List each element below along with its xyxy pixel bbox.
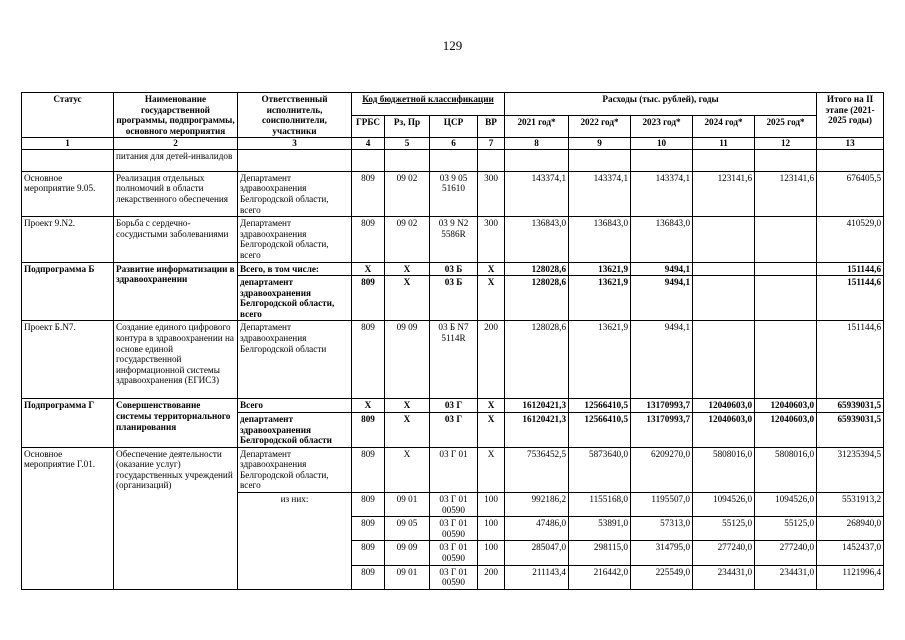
cell-total: 65939031,5 bbox=[817, 412, 884, 447]
cell-total: 151144,6 bbox=[817, 321, 884, 399]
cell-responsible: Всего, в том числе: bbox=[238, 262, 352, 276]
header-2024: 2024 год* bbox=[693, 115, 755, 138]
cell-rz-pr: Х bbox=[385, 276, 430, 321]
table-row bbox=[22, 149, 884, 171]
cell-total: 65939031,5 bbox=[817, 399, 884, 413]
cell-2024: 12040603,0 bbox=[693, 412, 755, 447]
cell-2025 bbox=[755, 262, 817, 276]
table-row bbox=[22, 262, 884, 276]
cell-status: Основное мероприятие Г.01. bbox=[22, 447, 114, 589]
table-row bbox=[22, 217, 884, 262]
header-budget-code: Код бюджетной классификации bbox=[352, 93, 505, 116]
cell-csr: 03 9 05 51610 bbox=[430, 171, 478, 216]
cell-name: Развитие информатизации в здравоохранении bbox=[114, 262, 238, 321]
col-index: 11 bbox=[693, 138, 755, 150]
cell-2023: 9494,1 bbox=[631, 276, 693, 321]
cell-name: питания для детей-инвалидов bbox=[114, 149, 238, 171]
cell-2022: 53891,0 bbox=[569, 517, 631, 541]
cell-2021: 128028,6 bbox=[505, 262, 569, 276]
cell-rz-pr: 09 01 bbox=[385, 565, 430, 589]
cell-csr: 03 Б bbox=[430, 262, 478, 276]
header-2021: 2021 год* bbox=[505, 115, 569, 138]
cell-2022: 143374,1 bbox=[569, 171, 631, 216]
cell-2022: 13621,9 bbox=[569, 276, 631, 321]
cell-vr: 300 bbox=[478, 217, 505, 262]
cell-2025: 5808016,0 bbox=[755, 447, 817, 492]
cell-total: 1121996,4 bbox=[817, 565, 884, 589]
cell-csr: 03 Г 01 00590 bbox=[430, 541, 478, 565]
cell-2021: 136843,0 bbox=[505, 217, 569, 262]
cell-responsible bbox=[238, 149, 352, 171]
cell-rz-pr: Х bbox=[385, 412, 430, 447]
header-responsible: Ответственный исполнитель, соисполнители, участники bbox=[238, 93, 352, 138]
cell-2025: 277240,0 bbox=[755, 541, 817, 565]
cell-responsible: Департамент здравоохранения Белгородской области, всего bbox=[238, 217, 352, 262]
cell-vr: 100 bbox=[478, 541, 505, 565]
cell-grbs: 809 bbox=[352, 447, 385, 492]
cell-2025 bbox=[755, 217, 817, 262]
cell-2022: 5873640,0 bbox=[569, 447, 631, 492]
cell-total: 151144,6 bbox=[817, 262, 884, 276]
cell-2024: 277240,0 bbox=[693, 541, 755, 565]
cell-2021: 992186,2 bbox=[505, 493, 569, 517]
cell-grbs: Х bbox=[352, 262, 385, 276]
header-vr: ВР bbox=[478, 115, 505, 138]
header-csr: ЦСР bbox=[430, 115, 478, 138]
table-row bbox=[22, 171, 884, 216]
cell-rz-pr: 09 09 bbox=[385, 321, 430, 399]
cell-status bbox=[22, 149, 114, 171]
cell-responsible: Департамент здравоохранения Белгородской области, всего bbox=[238, 447, 352, 492]
cell-2023: 314795,0 bbox=[631, 541, 693, 565]
cell-total: 31235394,5 bbox=[817, 447, 884, 492]
cell-responsible: департамент здравоохранения Белгородской области bbox=[238, 412, 352, 447]
cell-vr: 200 bbox=[478, 321, 505, 399]
cell-2025: 12040603,0 bbox=[755, 399, 817, 413]
col-index: 13 bbox=[817, 138, 884, 150]
cell-responsible: департамент здравоохранения Белгородской области, всего bbox=[238, 276, 352, 321]
cell-status: Проект 9.N2. bbox=[22, 217, 114, 262]
table-row bbox=[22, 321, 884, 399]
cell-grbs: 809 bbox=[352, 171, 385, 216]
cell-grbs: 809 bbox=[352, 541, 385, 565]
page-number: 129 bbox=[442, 38, 463, 53]
cell-name: Обеспечение деятельности (оказание услуг) государственных учреждений (организаций) bbox=[114, 447, 238, 589]
cell-vr: 100 bbox=[478, 493, 505, 517]
cell-csr: 03 Б bbox=[430, 276, 478, 321]
cell-2023: 9494,1 bbox=[631, 262, 693, 276]
cell-csr: 03 Г bbox=[430, 412, 478, 447]
cell-rz-pr: 09 05 bbox=[385, 517, 430, 541]
cell-2022: 12566410,5 bbox=[569, 412, 631, 447]
cell-responsible: Департамент здравоохранения Белгородской области bbox=[238, 321, 352, 399]
col-index: 9 bbox=[569, 138, 631, 150]
cell-rz-pr: Х bbox=[385, 399, 430, 413]
cell-grbs: 809 bbox=[352, 565, 385, 589]
cell-2024 bbox=[693, 276, 755, 321]
cell-2024 bbox=[693, 262, 755, 276]
cell-2022: 298115,0 bbox=[569, 541, 631, 565]
cell-csr: 03 Г 01 00590 bbox=[430, 493, 478, 517]
cell-2021: 211143,4 bbox=[505, 565, 569, 589]
cell-2023: 6209270,0 bbox=[631, 447, 693, 492]
cell-2025: 12040603,0 bbox=[755, 412, 817, 447]
cell-2024 bbox=[693, 217, 755, 262]
cell-2025 bbox=[755, 321, 817, 399]
col-index: 5 bbox=[385, 138, 430, 150]
cell-total: 5531913,2 bbox=[817, 493, 884, 517]
col-index: 6 bbox=[430, 138, 478, 150]
cell-rz-pr: Х bbox=[385, 262, 430, 276]
cell-grbs: 809 bbox=[352, 276, 385, 321]
header-2025: 2025 год* bbox=[755, 115, 817, 138]
cell-status: Подпрограмма Б bbox=[22, 262, 114, 321]
cell-grbs: 809 bbox=[352, 217, 385, 262]
cell-total: 268940,0 bbox=[817, 517, 884, 541]
cell-status: Подпрограмма Г bbox=[22, 399, 114, 447]
cell-2023: 13170993,7 bbox=[631, 399, 693, 413]
cell-rz-pr: 09 01 bbox=[385, 493, 430, 517]
header-rz-pr: Рз, Пр bbox=[385, 115, 430, 138]
cell-status: Проект Б.N7. bbox=[22, 321, 114, 399]
cell-2025: 55125,0 bbox=[755, 517, 817, 541]
cell-csr: 03 Г 01 bbox=[430, 447, 478, 492]
header-total: Итого на II этапе (2021-2025 годы) bbox=[817, 93, 884, 138]
cell-responsible: из них: bbox=[238, 493, 352, 590]
cell-status: Основное мероприятие 9.05. bbox=[22, 171, 114, 216]
cell-2025: 123141,6 bbox=[755, 171, 817, 216]
cell-csr: 03 Б N7 5114R bbox=[430, 321, 478, 399]
cell-2021: 143374,1 bbox=[505, 171, 569, 216]
header-2023: 2023 год* bbox=[631, 115, 693, 138]
cell-2021: 285047,0 bbox=[505, 541, 569, 565]
cell-grbs: 809 bbox=[352, 493, 385, 517]
cell-vr: Х bbox=[478, 412, 505, 447]
cell-grbs: 809 bbox=[352, 517, 385, 541]
cell-2021: 128028,6 bbox=[505, 321, 569, 399]
col-index: 8 bbox=[505, 138, 569, 150]
cell-2024: 12040603,0 bbox=[693, 399, 755, 413]
cell-2022: 1155168,0 bbox=[569, 493, 631, 517]
cell-rz-pr: 09 02 bbox=[385, 171, 430, 216]
col-index: 3 bbox=[238, 138, 352, 150]
cell-csr: 03 Г bbox=[430, 399, 478, 413]
header-status: Статус bbox=[22, 93, 114, 138]
cell-rz-pr: 09 09 bbox=[385, 541, 430, 565]
cell-rz-pr: Х bbox=[385, 447, 430, 492]
cell-vr: 100 bbox=[478, 517, 505, 541]
cell-2023: 1195507,0 bbox=[631, 493, 693, 517]
col-index: 2 bbox=[114, 138, 238, 150]
cell-total: 410529,0 bbox=[817, 217, 884, 262]
cell-2021: 16120421,3 bbox=[505, 412, 569, 447]
cell-2024: 234431,0 bbox=[693, 565, 755, 589]
cell-2025: 1094526,0 bbox=[755, 493, 817, 517]
col-index: 4 bbox=[352, 138, 385, 150]
cell-name: Борьба с сердечно-сосудистыми заболеваниями bbox=[114, 217, 238, 262]
col-index: 10 bbox=[631, 138, 693, 150]
cell-2021: 7536452,5 bbox=[505, 447, 569, 492]
cell-2023: 136843,0 bbox=[631, 217, 693, 262]
header-2022: 2022 год* bbox=[569, 115, 631, 138]
cell-2025 bbox=[755, 276, 817, 321]
cell-vr: 300 bbox=[478, 171, 505, 216]
cell-grbs: Х bbox=[352, 399, 385, 413]
cell-2022: 13621,9 bbox=[569, 262, 631, 276]
cell-2025: 234431,0 bbox=[755, 565, 817, 589]
cell-2021: 47486,0 bbox=[505, 517, 569, 541]
cell-2024 bbox=[693, 321, 755, 399]
cell-2023: 143374,1 bbox=[631, 171, 693, 216]
col-index: 12 bbox=[755, 138, 817, 150]
header-expenses: Расходы (тыс. рублей), годы bbox=[505, 93, 817, 116]
cell-2024: 5808016,0 bbox=[693, 447, 755, 492]
cell-grbs: 809 bbox=[352, 412, 385, 447]
cell-responsible: Департамент здравоохранения Белгородской области, всего bbox=[238, 171, 352, 216]
cell-2021: 16120421,3 bbox=[505, 399, 569, 413]
column-index-row bbox=[22, 138, 884, 150]
cell-2022: 13621,9 bbox=[569, 321, 631, 399]
cell-grbs: 809 bbox=[352, 321, 385, 399]
cell-2024: 55125,0 bbox=[693, 517, 755, 541]
budget-table bbox=[21, 92, 884, 590]
cell-total: 676405,5 bbox=[817, 171, 884, 216]
cell-2022: 136843,0 bbox=[569, 217, 631, 262]
cell-vr: Х bbox=[478, 447, 505, 492]
header-grbs: ГРБС bbox=[352, 115, 385, 138]
cell-2023: 225549,0 bbox=[631, 565, 693, 589]
cell-2021: 128028,6 bbox=[505, 276, 569, 321]
cell-csr: 03 Г 01 00590 bbox=[430, 565, 478, 589]
cell-2024: 1094526,0 bbox=[693, 493, 755, 517]
cell-2024: 123141,6 bbox=[693, 171, 755, 216]
cell-name: Создание единого цифрового контура в здравоохранении на основе единой государственной информационной системы здравоохранения (ЕГИСЗ) bbox=[114, 321, 238, 399]
table-row bbox=[22, 399, 884, 413]
header-row-1 bbox=[22, 93, 884, 116]
cell-total: 151144,6 bbox=[817, 276, 884, 321]
header-name: Наименование государственной программы, подпрограммы, основного мероприятия bbox=[114, 93, 238, 138]
cell-2022: 216442,0 bbox=[569, 565, 631, 589]
cell-responsible: Всего bbox=[238, 399, 352, 413]
cell-csr: 03 9 N2 5586R bbox=[430, 217, 478, 262]
cell-2022: 12566410,5 bbox=[569, 399, 631, 413]
cell-2023: 57313,0 bbox=[631, 517, 693, 541]
cell-vr: Х bbox=[478, 399, 505, 413]
cell-vr: Х bbox=[478, 276, 505, 321]
cell-vr: 200 bbox=[478, 565, 505, 589]
col-index: 1 bbox=[22, 138, 114, 150]
cell-2023: 13170993,7 bbox=[631, 412, 693, 447]
cell-name: Совершенствование системы территориального планирования bbox=[114, 399, 238, 447]
col-index: 7 bbox=[478, 138, 505, 150]
cell-csr: 03 Г 01 00590 bbox=[430, 517, 478, 541]
table-row bbox=[22, 447, 884, 492]
cell-vr: Х bbox=[478, 262, 505, 276]
cell-2023: 9494,1 bbox=[631, 321, 693, 399]
cell-name: Реализация отдельных полномочий в области лекарственного обеспечения bbox=[114, 171, 238, 216]
cell-rz-pr: 09 02 bbox=[385, 217, 430, 262]
cell-total: 1452437,0 bbox=[817, 541, 884, 565]
